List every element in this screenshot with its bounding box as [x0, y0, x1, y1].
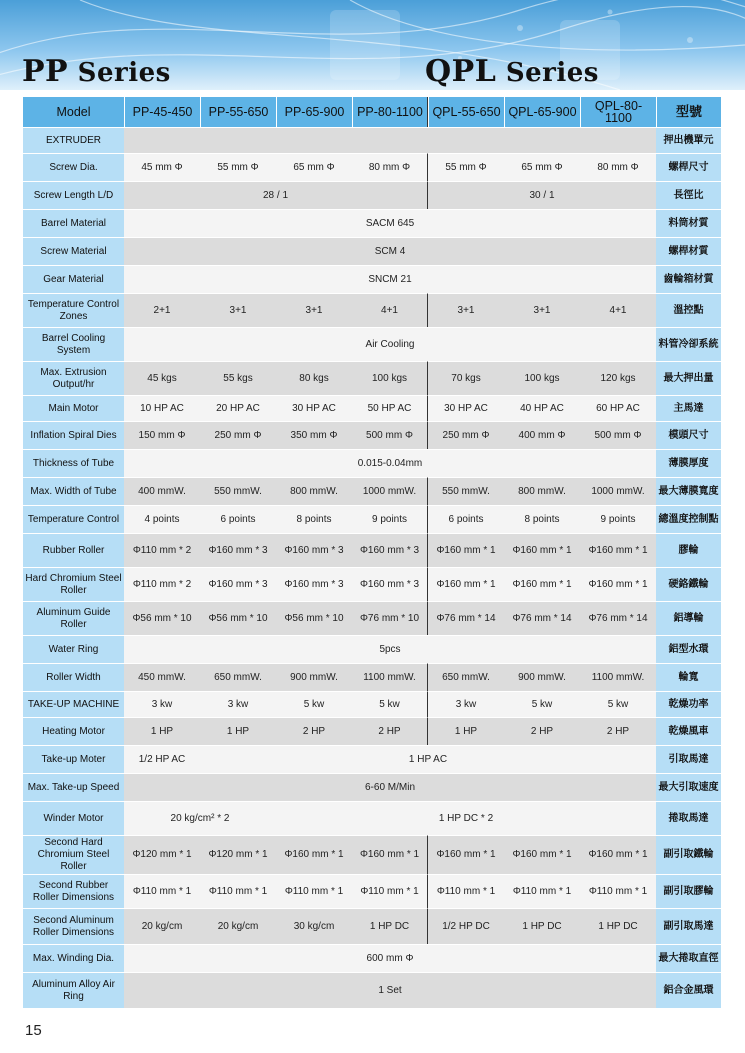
- header-cell-model-name: PP-65-900: [276, 97, 352, 127]
- value-cell: Φ110 mm * 1: [276, 874, 352, 908]
- value-cell: 1000 mmW.: [580, 477, 656, 505]
- value-cell: Φ110 mm * 2: [124, 533, 200, 567]
- pp-series-title: [22, 54, 171, 89]
- value-cell: Φ160 mm * 3: [352, 567, 428, 601]
- value-cell: 600 mm Φ: [124, 944, 656, 972]
- qpl-series-title: [425, 54, 599, 89]
- row-label-chinese: 乾燥風車: [656, 717, 721, 745]
- value-cell: 80 mm Φ: [580, 153, 656, 181]
- row-label: Rubber Roller: [23, 533, 124, 567]
- value-cell: 4+1: [580, 293, 656, 327]
- row-label: Aluminum Guide Roller: [23, 601, 124, 635]
- row-label-chinese: 總溫度控制點: [656, 505, 721, 533]
- row-label-chinese: 鋁合金風環: [656, 972, 721, 1008]
- value-cell: 4 points: [124, 505, 200, 533]
- value-cell: 1100 mmW.: [352, 663, 428, 691]
- table-row: [23, 265, 721, 293]
- value-cell: Φ160 mm * 1: [580, 835, 656, 874]
- row-label-chinese: 主馬達: [656, 395, 721, 421]
- table-row: [23, 505, 721, 533]
- value-cell: 30 HP AC: [428, 395, 504, 421]
- spec-table: [23, 97, 721, 1008]
- value-cell: 6-60 M/Min: [124, 773, 656, 801]
- header-cell-model-name: QPL-55-650: [428, 97, 504, 127]
- qpl-title-initial: QPL: [425, 54, 497, 89]
- row-label: Water Ring: [23, 635, 124, 663]
- row-label-chinese: 引取馬達: [656, 745, 721, 773]
- table-row: [23, 153, 721, 181]
- table-row: [23, 567, 721, 601]
- page-number: 15: [25, 1022, 42, 1039]
- value-cell: 30 HP AC: [276, 395, 352, 421]
- value-cell: 80 mm Φ: [352, 153, 428, 181]
- value-cell: 400 mmW.: [124, 477, 200, 505]
- row-label-chinese: 副引取膠輪: [656, 874, 721, 908]
- value-cell: Air Cooling: [124, 327, 656, 361]
- value-cell: 1 HP: [428, 717, 504, 745]
- value-cell: 500 mm Φ: [580, 421, 656, 449]
- value-cell: 400 mm Φ: [504, 421, 580, 449]
- value-cell: Φ110 mm * 1: [580, 874, 656, 908]
- header-cell-model-name: QPL-80-1100: [580, 97, 656, 127]
- row-label-chinese: 最大押出量: [656, 361, 721, 395]
- value-cell: Φ76 mm * 14: [428, 601, 504, 635]
- row-label-chinese: 最大捲取直徑: [656, 944, 721, 972]
- row-label-chinese: 副引取鐵輪: [656, 835, 721, 874]
- row-label: Take-up Moter: [23, 745, 124, 773]
- qpl-title-rest: Series: [496, 58, 599, 88]
- value-cell: Φ160 mm * 1: [428, 567, 504, 601]
- row-label-chinese: 螺桿材質: [656, 237, 721, 265]
- value-cell: 55 mm Φ: [200, 153, 276, 181]
- value-cell: 5pcs: [124, 635, 656, 663]
- header-cell-model-name: PP-80-1100: [352, 97, 428, 127]
- row-label: Temperature Control: [23, 505, 124, 533]
- value-cell: 100 kgs: [504, 361, 580, 395]
- row-label-chinese: 長徑比: [656, 181, 721, 209]
- value-cell: 2 HP: [504, 717, 580, 745]
- value-cell: Φ76 mm * 14: [580, 601, 656, 635]
- table-row: [23, 181, 721, 209]
- value-cell: Φ120 mm * 1: [200, 835, 276, 874]
- value-cell: 80 kgs: [276, 361, 352, 395]
- value-cell: Φ56 mm * 10: [124, 601, 200, 635]
- table-header-row: [23, 97, 721, 127]
- table-row: [23, 209, 721, 237]
- table-row: [23, 635, 721, 663]
- value-cell: Φ56 mm * 10: [200, 601, 276, 635]
- value-cell: [124, 127, 656, 153]
- table-row: [23, 601, 721, 635]
- value-cell: 550 mmW.: [428, 477, 504, 505]
- value-cell: 30 / 1: [428, 181, 656, 209]
- value-cell: 4+1: [352, 293, 428, 327]
- row-label-chinese: 硬鉻鐵輪: [656, 567, 721, 601]
- value-cell: 20 kg/cm: [124, 908, 200, 944]
- header-cell-model-name: QPL-65-900: [504, 97, 580, 127]
- value-cell: 8 points: [276, 505, 352, 533]
- value-cell: 1000 mmW.: [352, 477, 428, 505]
- value-cell: Φ160 mm * 1: [352, 835, 428, 874]
- value-cell: SACM 645: [124, 209, 656, 237]
- value-cell: Φ110 mm * 1: [428, 874, 504, 908]
- row-label: Main Motor: [23, 395, 124, 421]
- value-cell: 5 kw: [276, 691, 352, 717]
- value-cell: 1 HP DC: [504, 908, 580, 944]
- value-cell: 20 HP AC: [200, 395, 276, 421]
- table-row: [23, 477, 721, 505]
- row-label-chinese: 溫控點: [656, 293, 721, 327]
- value-cell: Φ160 mm * 3: [276, 533, 352, 567]
- table-row: [23, 395, 721, 421]
- row-label-chinese: 乾燥功率: [656, 691, 721, 717]
- value-cell: 900 mmW.: [504, 663, 580, 691]
- value-cell: 5 kw: [352, 691, 428, 717]
- table-row: [23, 801, 721, 835]
- value-cell: Φ160 mm * 1: [276, 835, 352, 874]
- value-cell: Φ160 mm * 3: [352, 533, 428, 567]
- value-cell: 3+1: [428, 293, 504, 327]
- value-cell: 1/2 HP DC: [428, 908, 504, 944]
- row-label: Screw Dia.: [23, 153, 124, 181]
- value-cell: 6 points: [428, 505, 504, 533]
- table-row: [23, 908, 721, 944]
- row-label: Gear Material: [23, 265, 124, 293]
- value-cell: 5 kw: [504, 691, 580, 717]
- value-cell: 60 HP AC: [580, 395, 656, 421]
- table-row: [23, 293, 721, 327]
- value-cell: 65 mm Φ: [504, 153, 580, 181]
- row-label-chinese: 膠輪: [656, 533, 721, 567]
- value-cell: 1/2 HP AC: [124, 745, 200, 773]
- row-label: Max. Extrusion Output/hr: [23, 361, 124, 395]
- value-cell: 1 HP DC: [580, 908, 656, 944]
- value-cell: 9 points: [580, 505, 656, 533]
- value-cell: Φ160 mm * 1: [428, 835, 504, 874]
- value-cell: Φ160 mm * 1: [504, 567, 580, 601]
- row-label: Second Aluminum Roller Dimensions: [23, 908, 124, 944]
- value-cell: Φ110 mm * 2: [124, 567, 200, 601]
- value-cell: Φ160 mm * 1: [504, 533, 580, 567]
- row-label: Max. Take-up Speed: [23, 773, 124, 801]
- row-label: Heating Motor: [23, 717, 124, 745]
- row-label-chinese: 齒輪箱材質: [656, 265, 721, 293]
- value-cell: Φ160 mm * 1: [580, 533, 656, 567]
- value-cell: 2 HP: [580, 717, 656, 745]
- row-label: Aluminum Alloy Air Ring: [23, 972, 124, 1008]
- row-label-chinese: 副引取馬達: [656, 908, 721, 944]
- value-cell: 1 HP: [124, 717, 200, 745]
- row-label-chinese: 輪寬: [656, 663, 721, 691]
- value-cell: 70 kgs: [428, 361, 504, 395]
- value-cell: 550 mmW.: [200, 477, 276, 505]
- value-cell: 450 mmW.: [124, 663, 200, 691]
- value-cell: 1 HP AC: [200, 745, 656, 773]
- value-cell: 3 kw: [428, 691, 504, 717]
- row-label: Hard Chromium Steel Roller: [23, 567, 124, 601]
- table-row: [23, 972, 721, 1008]
- table-row: [23, 663, 721, 691]
- table-row: [23, 874, 721, 908]
- value-cell: 20 kg/cm: [200, 908, 276, 944]
- row-label: Max. Width of Tube: [23, 477, 124, 505]
- value-cell: 20 kg/cm² * 2: [124, 801, 276, 835]
- value-cell: SNCM 21: [124, 265, 656, 293]
- row-label: Screw Material: [23, 237, 124, 265]
- row-label-chinese: 料管冷卻系統: [656, 327, 721, 361]
- row-label: Second Rubber Roller Dimensions: [23, 874, 124, 908]
- value-cell: Φ160 mm * 3: [276, 567, 352, 601]
- row-label: Barrel Cooling System: [23, 327, 124, 361]
- value-cell: Φ160 mm * 1: [580, 567, 656, 601]
- value-cell: 3 kw: [124, 691, 200, 717]
- value-cell: Φ110 mm * 1: [352, 874, 428, 908]
- value-cell: Φ160 mm * 1: [428, 533, 504, 567]
- table-row: [23, 773, 721, 801]
- table-row: [23, 691, 721, 717]
- table-row: [23, 237, 721, 265]
- value-cell: 1100 mmW.: [580, 663, 656, 691]
- header-cell-model-name: PP-55-650: [200, 97, 276, 127]
- value-cell: 0.015-0.04mm: [124, 449, 656, 477]
- value-cell: Φ110 mm * 1: [124, 874, 200, 908]
- row-label-chinese: 捲取馬達: [656, 801, 721, 835]
- value-cell: 350 mm Φ: [276, 421, 352, 449]
- value-cell: Φ110 mm * 1: [200, 874, 276, 908]
- value-cell: 120 kgs: [580, 361, 656, 395]
- row-label-chinese: 螺桿尺寸: [656, 153, 721, 181]
- value-cell: 1 HP DC: [352, 908, 428, 944]
- value-cell: 250 mm Φ: [428, 421, 504, 449]
- value-cell: 2 HP: [276, 717, 352, 745]
- table-row: [23, 533, 721, 567]
- value-cell: Φ56 mm * 10: [276, 601, 352, 635]
- value-cell: 8 points: [504, 505, 580, 533]
- pp-title-initial: PP: [22, 54, 69, 89]
- value-cell: 6 points: [200, 505, 276, 533]
- value-cell: 65 mm Φ: [276, 153, 352, 181]
- value-cell: Φ160 mm * 3: [200, 533, 276, 567]
- row-label-chinese: 最大引取速度: [656, 773, 721, 801]
- header-cell-model: Model: [23, 97, 124, 127]
- row-label: Max. Winding Dia.: [23, 944, 124, 972]
- table-row: [23, 361, 721, 395]
- value-cell: 800 mmW.: [276, 477, 352, 505]
- value-cell: 650 mmW.: [200, 663, 276, 691]
- table-row: [23, 944, 721, 972]
- value-cell: 250 mm Φ: [200, 421, 276, 449]
- value-cell: Φ110 mm * 1: [504, 874, 580, 908]
- header-cell-model-name: PP-45-450: [124, 97, 200, 127]
- value-cell: 150 mm Φ: [124, 421, 200, 449]
- row-label: Inflation Spiral Dies: [23, 421, 124, 449]
- row-label-chinese: 薄膜厚度: [656, 449, 721, 477]
- value-cell: 1 Set: [124, 972, 656, 1008]
- value-cell: 650 mmW.: [428, 663, 504, 691]
- table-row: [23, 127, 721, 153]
- row-label: Winder Motor: [23, 801, 124, 835]
- table-row: [23, 327, 721, 361]
- value-cell: 900 mmW.: [276, 663, 352, 691]
- value-cell: 45 mm Φ: [124, 153, 200, 181]
- table-row: [23, 421, 721, 449]
- value-cell: 30 kg/cm: [276, 908, 352, 944]
- value-cell: 40 HP AC: [504, 395, 580, 421]
- row-label-chinese: 押出機單元: [656, 127, 721, 153]
- value-cell: 10 HP AC: [124, 395, 200, 421]
- table-row: [23, 745, 721, 773]
- value-cell: SCM 4: [124, 237, 656, 265]
- value-cell: 1 HP DC * 2: [276, 801, 656, 835]
- value-cell: Φ120 mm * 1: [124, 835, 200, 874]
- row-label-chinese: 最大薄膜寬度: [656, 477, 721, 505]
- value-cell: Φ76 mm * 10: [352, 601, 428, 635]
- value-cell: 28 / 1: [124, 181, 428, 209]
- value-cell: Φ76 mm * 14: [504, 601, 580, 635]
- value-cell: 3 kw: [200, 691, 276, 717]
- header-cell-chinese-model: 型號: [656, 97, 721, 127]
- value-cell: 100 kgs: [352, 361, 428, 395]
- row-label-chinese: 料筒材質: [656, 209, 721, 237]
- row-label-chinese: 鋁導輪: [656, 601, 721, 635]
- row-label: EXTRUDER: [23, 127, 124, 153]
- row-label: Second Hard Chromium Steel Roller: [23, 835, 124, 874]
- value-cell: 45 kgs: [124, 361, 200, 395]
- value-cell: 1 HP: [200, 717, 276, 745]
- table-row: [23, 717, 721, 745]
- row-label: Temperature Control Zones: [23, 293, 124, 327]
- value-cell: Φ160 mm * 1: [504, 835, 580, 874]
- value-cell: 9 points: [352, 505, 428, 533]
- row-label-chinese: 模頭尺寸: [656, 421, 721, 449]
- value-cell: 2+1: [124, 293, 200, 327]
- row-label: TAKE-UP MACHINE: [23, 691, 124, 717]
- row-label: Barrel Material: [23, 209, 124, 237]
- value-cell: 55 mm Φ: [428, 153, 504, 181]
- value-cell: Φ160 mm * 3: [200, 567, 276, 601]
- row-label-chinese: 鋁型水環: [656, 635, 721, 663]
- header-banner: [0, 0, 745, 90]
- row-label: Screw Length L/D: [23, 181, 124, 209]
- value-cell: 55 kgs: [200, 361, 276, 395]
- value-cell: 5 kw: [580, 691, 656, 717]
- value-cell: 800 mmW.: [504, 477, 580, 505]
- row-label: Thickness of Tube: [23, 449, 124, 477]
- table-row: [23, 449, 721, 477]
- table-row: [23, 835, 721, 874]
- value-cell: 3+1: [200, 293, 276, 327]
- value-cell: 3+1: [276, 293, 352, 327]
- pp-title-rest: Series: [68, 58, 171, 88]
- value-cell: 500 mm Φ: [352, 421, 428, 449]
- value-cell: 2 HP: [352, 717, 428, 745]
- row-label: Roller Width: [23, 663, 124, 691]
- value-cell: 50 HP AC: [352, 395, 428, 421]
- value-cell: 3+1: [504, 293, 580, 327]
